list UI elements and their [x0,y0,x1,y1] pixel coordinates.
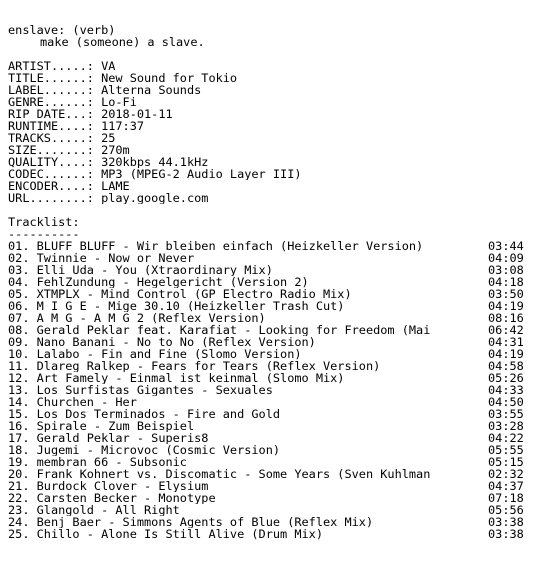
track-title: 10. Lalabo - Fin and Fine (Slomo Version) [8,348,302,360]
track-title: 02. Twinnie - Now or Never [8,252,195,264]
track-row [8,420,532,432]
track-title: 17. Gerald Peklar - Superis8 [8,432,209,444]
info-line: QUALITY....: 320kbps 44.1kHz [8,156,209,168]
track-row [8,516,532,528]
track-duration: 05:55 [488,443,524,457]
track-row [8,408,532,420]
track-duration: 07:18 [488,491,524,505]
track-title: 14. Churchen - Her [8,396,137,408]
track-title: 21. Burdock Clover - Elysium [8,480,209,492]
track-title: 04. FehlZundung - Hegelgericht (Version 2) [8,276,309,288]
info-line: TRACKS.....: 25 [8,132,116,144]
track-title: 20. Frank Kohnert vs. Discomatic - Some Years (Sven Kuhlman [8,468,431,480]
definition-term: enslave: (verb) [8,24,116,36]
track-row [8,384,532,396]
track-duration: 03:50 [488,287,524,301]
spacer [8,48,532,60]
track-title: 08. Gerald Peklar feat. Karafiat - Looking for Freedom (Mai [8,324,431,336]
track-title: 19. membran 66 - Subsonic [8,456,187,468]
track-duration: 06:42 [488,323,524,337]
info-line: URL........: play.google.com [8,192,209,204]
track-duration: 04:09 [488,251,524,265]
info-line: CODEC......: MP3 (MPEG-2 Audio Layer III) [8,168,302,180]
track-title: 11. Dlareg Ralkep - Fears for Tears (Reflex Version) [8,360,381,372]
track-row [8,240,532,252]
info-line: TITLE......: New Sound for Tokio [8,72,238,84]
track-title: 05. XTMPLX - Mind Control (GP Electro Radio Mix) [8,288,352,300]
track-duration: 04:22 [488,431,524,445]
track-row [8,276,532,288]
release-info-document [8,24,532,540]
tracklist-heading: Tracklist: [8,216,80,228]
track-row [8,468,532,480]
track-row [8,300,532,312]
track-duration: 04:18 [488,275,524,289]
tracklist-rule: ---------- [8,228,80,240]
track-title: 24. Benj Baer - Simmons Agents of Blue (Reflex Mix) [8,516,374,528]
track-row [8,504,532,516]
track-duration: 04:37 [488,479,524,493]
track-duration: 03:44 [488,239,524,253]
track-duration: 03:08 [488,263,524,277]
track-title: 25. Chillo - Alone Is Still Alive (Drum Mix) [8,528,323,540]
track-row [8,456,532,468]
track-duration: 04:19 [488,347,524,361]
track-row [8,492,532,504]
track-duration: 05:26 [488,371,524,385]
release-info-block [8,60,532,204]
track-duration: 03:38 [488,527,524,541]
track-title: 12. Art Famely - Einmal ist keinmal (Slomo Mix) [8,372,345,384]
track-duration: 03:38 [488,515,524,529]
track-title: 13. Los Surfistas Gigantes - Sexuales [8,384,273,396]
track-duration: 04:33 [488,383,524,397]
track-title: 18. Jugemi - Microvoc (Cosmic Version) [8,444,281,456]
info-line: ARTIST.....: VA [8,60,116,72]
track-row [8,528,532,540]
track-duration: 04:50 [488,395,524,409]
definition-meaning: make (someone) a slave. [40,36,205,48]
track-row [8,360,532,372]
track-title: 07. A M G - A M G 2 (Reflex Version) [8,312,266,324]
track-duration: 04:31 [488,335,524,349]
info-line: RIP DATE...: 2018-01-11 [8,108,173,120]
track-duration: 05:56 [488,503,524,517]
track-row [8,444,532,456]
track-duration: 08:16 [488,311,524,325]
tracklist [8,240,532,540]
track-title: 23. Glangold - All Right [8,504,180,516]
track-row [8,372,532,384]
info-line: GENRE......: Lo-Fi [8,96,137,108]
info-line: LABEL......: Alterna Sounds [8,84,202,96]
track-row [8,252,532,264]
track-row [8,348,532,360]
track-row [8,312,532,324]
track-title: 06. M I G E - Mige 30.10 (Heizkeller Trash Cut) [8,300,345,312]
info-line: RUNTIME....: 117:37 [8,120,145,132]
info-line: ENCODER....: LAME [8,180,130,192]
track-row [8,480,532,492]
track-row [8,336,532,348]
spacer [8,204,532,216]
track-row [8,324,532,336]
track-duration: 03:28 [488,419,524,433]
track-title: 22. Carsten Becker - Monotype [8,492,216,504]
track-duration: 04:19 [488,299,524,313]
track-row [8,396,532,408]
track-row [8,288,532,300]
track-title: 03. Elli Uda - You (Xtraordinary Mix) [8,264,273,276]
track-title: 15. Los Dos Terminados - Fire and Gold [8,408,281,420]
track-row [8,432,532,444]
track-duration: 03:55 [488,407,524,421]
track-duration: 02:32 [488,467,524,481]
info-line: SIZE.......: 270m [8,144,130,156]
track-title: 09. Nano Banani - No to No (Reflex Version) [8,336,316,348]
track-row [8,264,532,276]
track-title: 01. BLUFF BLUFF - Wir bleiben einfach (Heizkeller Version) [8,240,424,252]
track-duration: 05:15 [488,455,524,469]
track-duration: 04:58 [488,359,524,373]
track-title: 16. Spirale - Zum Beispiel [8,420,195,432]
